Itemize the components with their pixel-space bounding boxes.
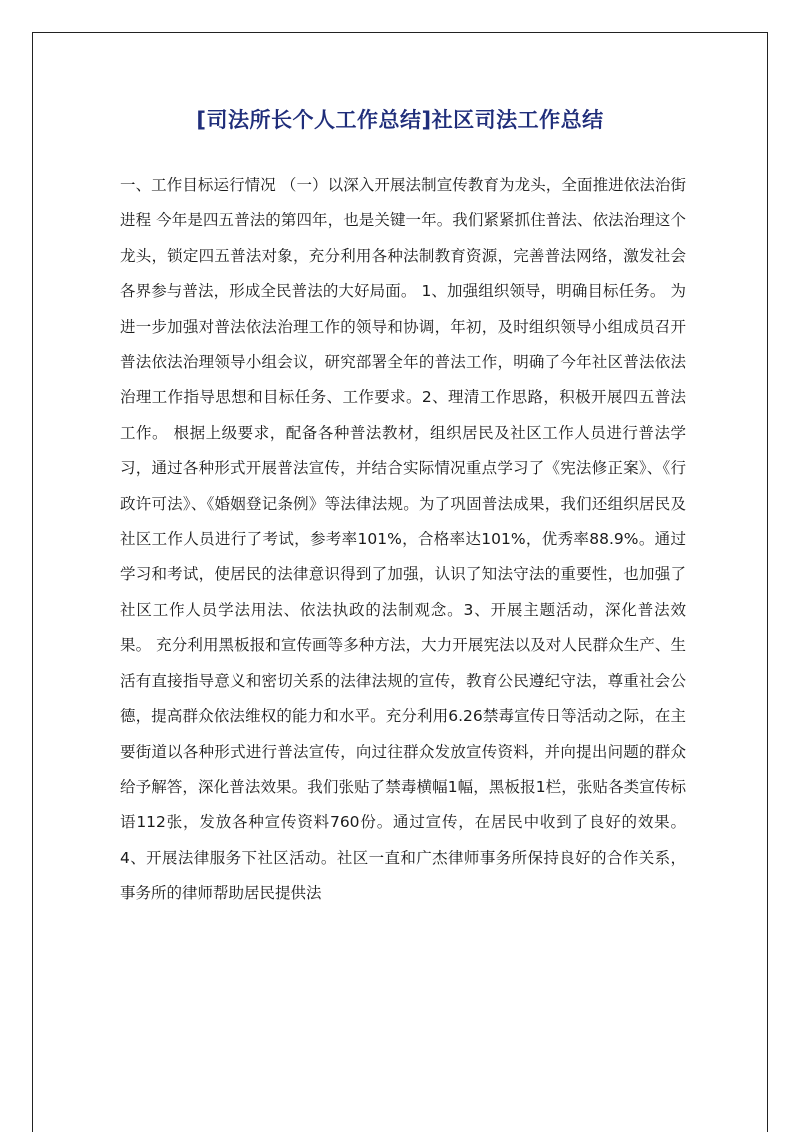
document-title: [司法所长个人工作总结]社区司法工作总结 — [196, 108, 604, 132]
document-body: 一、工作目标运行情况 （一）以深入开展法制宣传教育为龙头，全面推进依法治街进程 今年是四五普法的第四年，也是关键一年。我们紧紧抓住普法、依法治理这个龙头，锁定四五普法对象，充分利用各种法制教育资源，完善普法网络，激发社会各界参与普法，形成全民普法的大好局面。 1、加强组织领导，明确目标任务。 为进一步加强对普法依法治理工作的领导和协调，年初，及时组织领导小组成员召开普法依法治理领导小组会议，研究部署全年的普法工作，明确了今年社区普法依法治理工作指导思想和目标任务、工作要求。2、理清工作思路，积极开展四五普法工作。 根据上级要求，配备各种普法教材，组织居民及社区工作人员进行普法学习，通过各种形式开展普法宣传，并结合实际情况重点学习了《宪法修正案》、《行政许可法》、《婚姻登记条例》等法律法规。为了巩固普法成果，我们还组织居民及社区工作人员进行了考试，参考率101%，合格率达101%，优秀率88.9%。通过学习和考试，使居民的法律意识得到了加强，认识了知法守法的重要性，也加强了社区工作人员学法用法、依法执政的法制观念。3、开展主题活动，深化普法效果。 充分利用黑板报和宣传画等多种方法，大力开展宪法以及对人民群众生产、生活有直接指导意义和密切关系的法律法规的宣传，教育公民遵纪守法，尊重社会公德，提高群众依法维权的能力和水平。充分利用6.26禁毒宣传日等活动之际，在主要街道以各种形式进行普法宣传，向过往群众发放宣传资料，并向提出问题的群众给予解答，深化普法效果。我们张贴了禁毒横幅1幅，黑板报1栏，张贴各类宣传标语112张，发放各种宣传资料760份。通过宣传，在居民中收到了良好的效果。 4、开展法律服务下社区活动。社区一直和广杰律师事务所保持良好的合作关系，事务所的律师帮助居民提供法 — [120, 176, 686, 903]
